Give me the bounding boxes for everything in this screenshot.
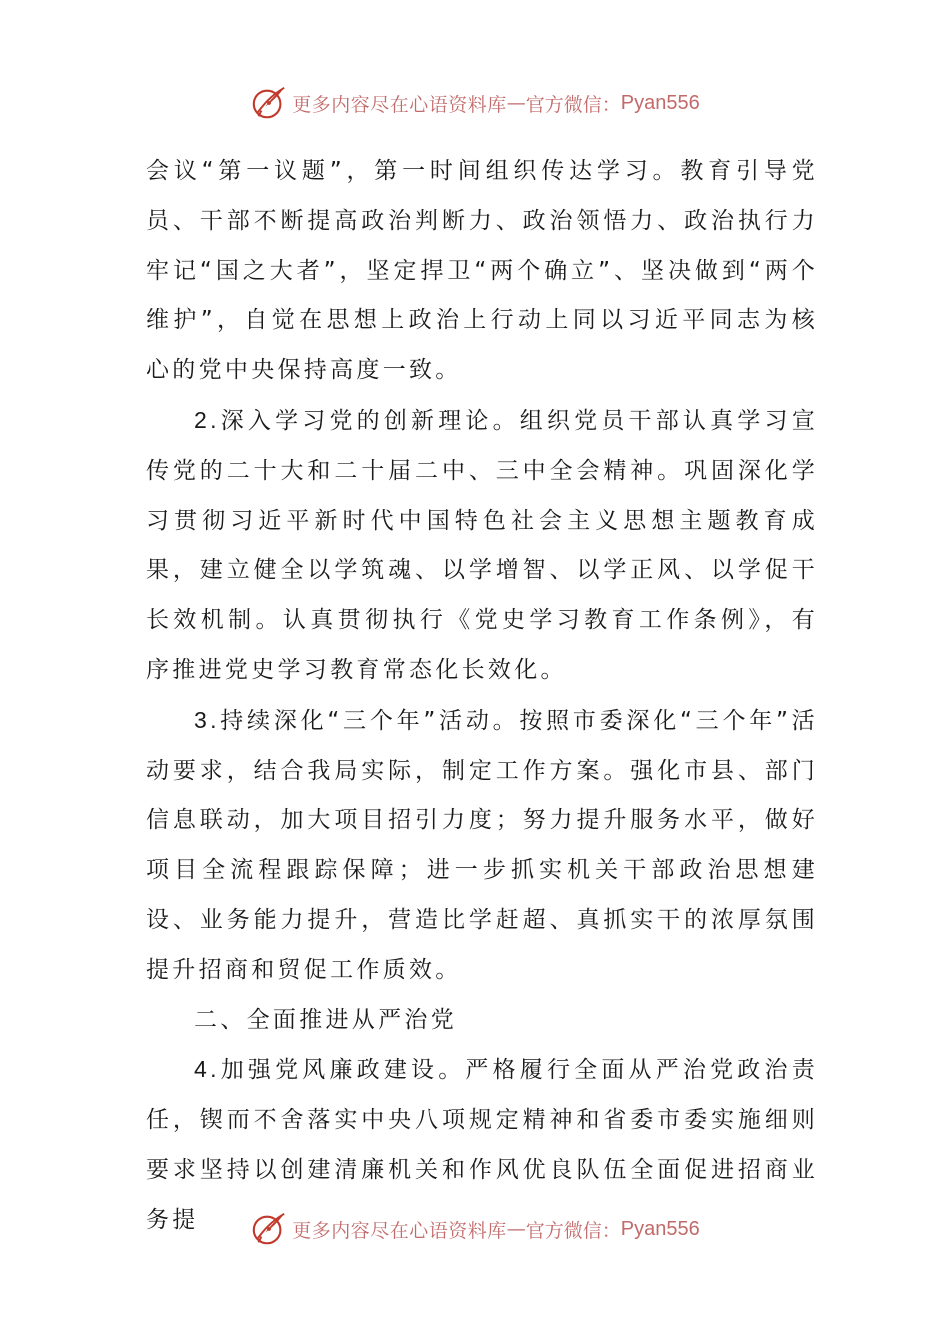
quill-logo-icon <box>250 84 288 122</box>
banner-wechat-label: 官方微信： <box>525 1219 621 1242</box>
item-number-3: 3. <box>194 706 220 733</box>
header-banner <box>0 80 950 126</box>
paragraph-1: 会议“第一议题”，第一时间组织传达学习。教育引导党员、干部不断提高政治判断力、政治领悟力、政治执行力牢记“国之大者”，坚定捍卫“两个确立”、坚决做到“两个维护”，自觉在思想上政治上行动上同以习近平同志为核心的党中央保持高度一致。 <box>146 158 818 384</box>
paragraph-2-text: 深入学习党的创新理论。组织党员干部认真学习宣传党的二十大和二十届二中、三中全会精神。巩固深化学习贯彻习近平新时代中国特色社会主义思想主题教育成果，建立健全以学筑魂、以学增智、以学正风、以学促干长效机制。认真贯彻执行《党史学习教育工作条例》，有序推进党史学习教育常态化长效化。 <box>146 407 818 683</box>
paragraph-4-text: 加强党风廉政建设。严格履行全面从严治党政治责任，锲而不舍落实中央八项规定精神和省委市委实施细则要求坚持以创建清廉机关和作风优良队伍全面促进招商业务提 <box>146 1057 818 1233</box>
paragraph-3-text: 持续深化“三个年”活动。按照市委深化“三个年”活动要求，结合我局实际，制定工作方案。强化市县、部门信息联动，加大项目招引力度；努力提升服务水平，做好项目全流程跟踪保障；进一步抓实机关干部政治思想建设、业务能力提升，营造比学赶超、真抓实干的浓厚氛围提升招商和贸促工作质效。 <box>146 707 818 983</box>
banner-separator: — <box>506 1218 526 1240</box>
quill-logo-icon <box>250 1210 288 1248</box>
banner-text: 更多内容尽在心语资料库 <box>292 1219 507 1242</box>
paragraph-2 <box>146 396 818 696</box>
banner-separator: — <box>506 92 526 114</box>
paragraph-3 <box>146 696 818 996</box>
item-number-4: 4. <box>194 1056 220 1083</box>
section-heading-2: 二、全面推进从严治党 <box>194 1006 457 1033</box>
banner-text: 更多内容尽在心语资料库 <box>292 93 507 116</box>
footer-banner <box>0 1206 950 1252</box>
banner-wechat-label: 官方微信： <box>525 93 621 116</box>
banner-wechat-id: Pyan556 <box>620 1217 700 1240</box>
banner-wechat-id: Pyan556 <box>620 91 700 114</box>
item-number-2: 2. <box>194 406 220 433</box>
document-body <box>146 147 818 1246</box>
